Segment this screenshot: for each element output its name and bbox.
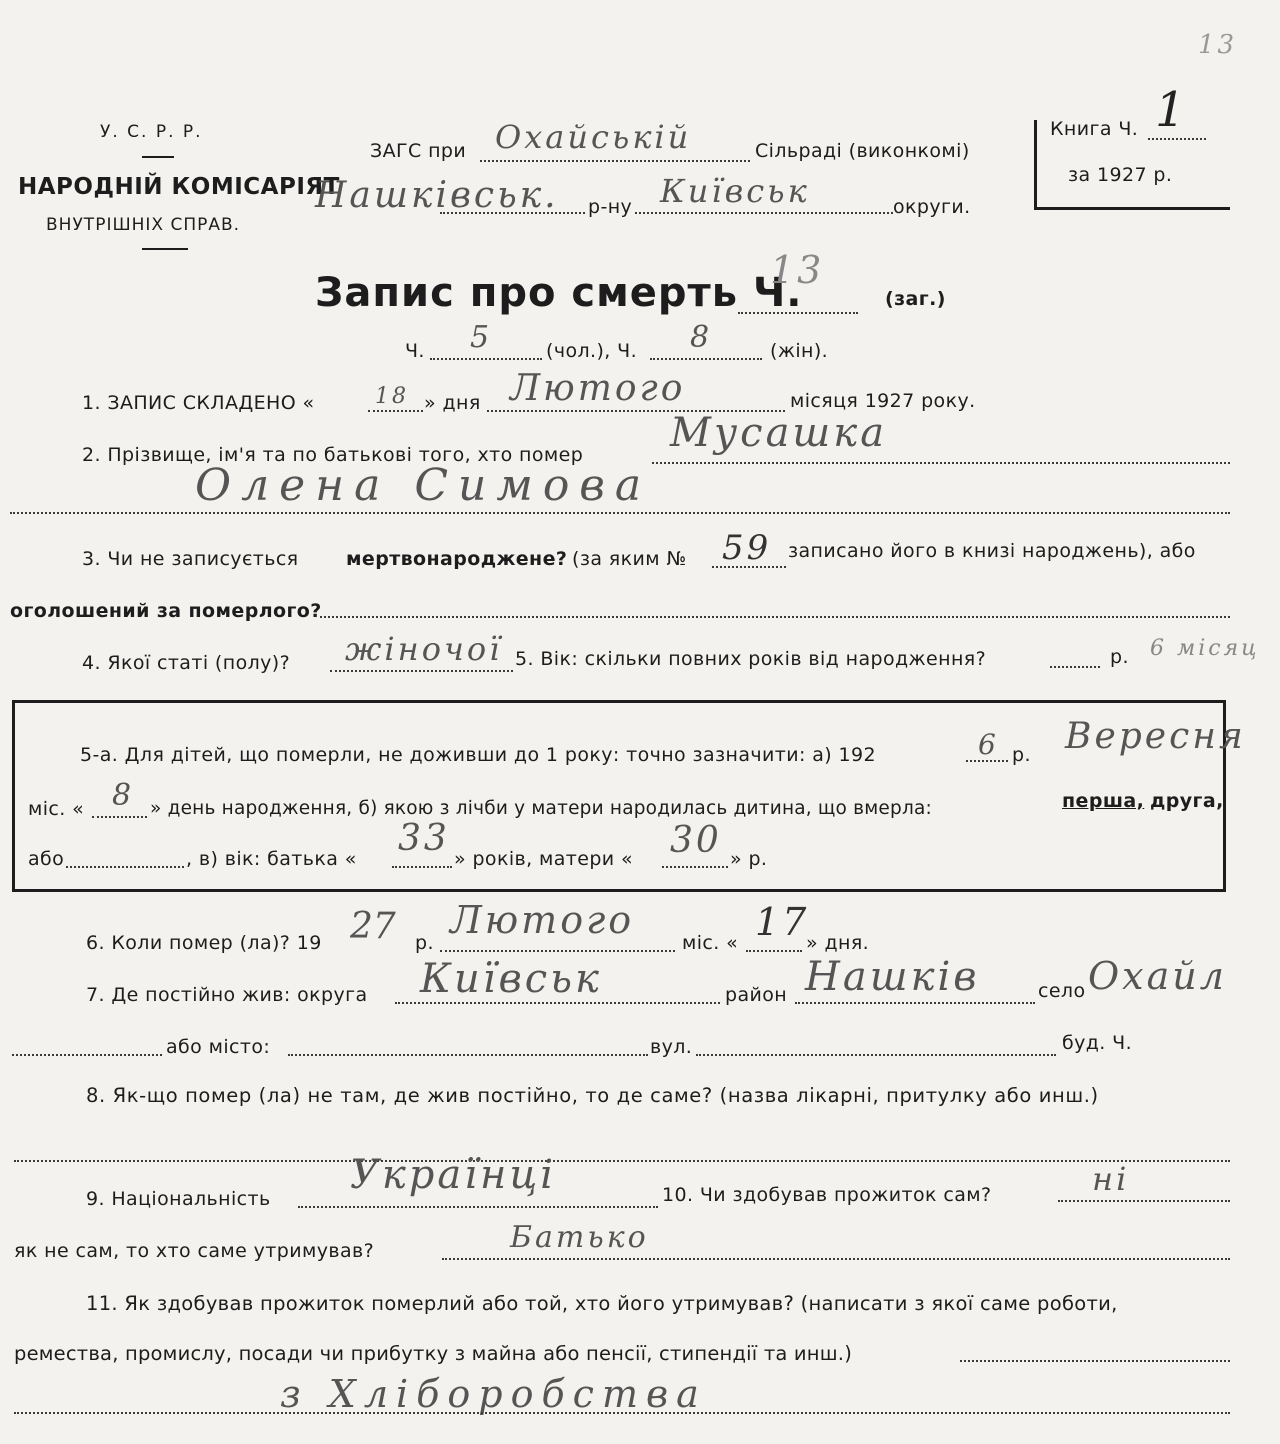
- q3-p3: записано його в книзі народжень), або: [788, 540, 1196, 562]
- q7-p6: буд. Ч.: [1062, 1032, 1133, 1054]
- q7-city-line: [288, 1054, 648, 1056]
- zags-village-value: Охайській: [495, 118, 692, 156]
- q9-nat-line: [298, 1206, 658, 1208]
- q5a-p8: » р.: [730, 848, 768, 870]
- q7-okrug-line: [395, 1002, 720, 1004]
- q7-p1: 7. Де постійно жив: округа: [86, 984, 368, 1006]
- header-rule: [142, 156, 174, 158]
- q5a-second: друга,: [1150, 790, 1224, 812]
- q6-month-line: [440, 950, 675, 952]
- q3-bold2: оголошений за померлого?: [10, 600, 322, 622]
- male-count-value: 5: [470, 320, 493, 355]
- book-label: Книга Ч.: [1050, 118, 1139, 140]
- corner-number: 13: [1198, 30, 1238, 60]
- q6-p2: р.: [415, 932, 434, 954]
- title-number-value: 13: [770, 248, 825, 292]
- title-suffix: (заг.): [885, 288, 946, 310]
- q4-age-value: 6 місяц: [1150, 636, 1260, 661]
- q11-line2: ремества, промислу, посади чи прибутку з майна або пенсії, стипендії та инш.): [14, 1342, 852, 1365]
- q1-day-line: [368, 410, 423, 412]
- q7-rayon-line: [795, 1002, 1035, 1004]
- q5a-p1: 5-а. Для дітей, що померли, не доживши до 1 року: точно зазначити: а) 192: [80, 744, 877, 766]
- okrug-value: Київськ: [660, 172, 810, 210]
- q5a-p5: або: [28, 848, 65, 870]
- q6-p3: міс. «: [682, 932, 739, 954]
- q5a-p2: р.: [1012, 744, 1031, 766]
- q7-rayon-value: Нашків: [805, 954, 980, 1000]
- book-box-border: [1034, 207, 1230, 210]
- q5a-p7: » років, матери «: [454, 848, 633, 870]
- q11-answer-value: з Хліборобства: [280, 1372, 707, 1416]
- q3-p1: 3. Чи не записується: [82, 548, 299, 570]
- q10-self-line: [1058, 1200, 1230, 1202]
- commissariat-label: НАРОДНІЙ КОМІСАРІЯТ: [18, 174, 340, 200]
- district-value: Нашківськ.: [315, 175, 559, 216]
- q3-p2: (за яким №: [572, 548, 687, 570]
- q6-year-value: 27: [350, 906, 396, 947]
- q7-p4: або місто:: [166, 1036, 271, 1058]
- q5a-father-value: 33: [398, 818, 450, 859]
- q8-answer-line: [14, 1160, 1230, 1162]
- district-line: [440, 212, 585, 214]
- q5a-day-value: 8: [112, 778, 135, 813]
- q8-text: 8. Як-що помер (ла) не там, де жив постійно, то де саме? (назва лікарні, притулку або инш.): [86, 1084, 1099, 1107]
- q4-p3: р.: [1110, 646, 1129, 668]
- q1-suffix: місяця 1927 року.: [790, 390, 976, 412]
- q9-p2: 10. Чи здобував прожиток сам?: [662, 1184, 992, 1206]
- q5a-father-line: [392, 866, 452, 868]
- q5a-mother-value: 30: [670, 820, 722, 861]
- q7-p5: вул.: [650, 1036, 693, 1058]
- q3-num-value: 59: [722, 528, 772, 568]
- title-ch-label: Ч.: [405, 340, 425, 362]
- book-number-line: [1148, 138, 1206, 140]
- q11-line1: 11. Як здобував прожиток померлий або той, хто його утримував? (написати з якої саме роботи,: [86, 1292, 1118, 1315]
- q4-sex-value: жіночої: [345, 630, 503, 668]
- q2-label: 2. Прізвище, ім'я та по батькові того, хто помер: [82, 444, 584, 466]
- q11-line2-fill: [960, 1360, 1230, 1362]
- q5a-p3: міс. «: [28, 798, 85, 820]
- q9-p1: 9. Національність: [86, 1188, 271, 1210]
- q10-p3: як не сам, то хто саме утримував?: [14, 1240, 375, 1262]
- q3-declared-line: [320, 616, 1230, 618]
- q5a-day-line: [92, 816, 147, 818]
- header-rule: [142, 248, 188, 250]
- book-box-border: [1034, 120, 1037, 210]
- male-label: (чол.), Ч.: [546, 340, 638, 362]
- female-label: (жін).: [770, 340, 829, 362]
- q1-prefix: 1. ЗАПИС СКЛАДЕНО «: [82, 392, 315, 414]
- q1-day-value: 18: [375, 384, 409, 409]
- q2-surname-value: Мусашка: [670, 410, 888, 456]
- q5a-mother-line: [662, 866, 728, 868]
- q6-day-value: 17: [755, 900, 810, 944]
- q7-p2: район: [725, 984, 788, 1006]
- q6-p4: » дня.: [806, 932, 870, 954]
- q7-city-pre-line: [12, 1054, 162, 1056]
- department-label: ВНУТРІШНІХ СПРАВ.: [46, 215, 241, 235]
- q2-surname-line: [652, 462, 1230, 464]
- okrugy-label: округи.: [893, 196, 971, 218]
- q1-mid: » дня: [424, 392, 481, 414]
- title-number-line: [738, 312, 858, 314]
- q1-month-value: Лютого: [510, 368, 686, 409]
- zags-suffix: Сільраді (виконкомі): [755, 140, 970, 162]
- q5a-first: перша,: [1062, 790, 1145, 812]
- q7-street-line: [696, 1054, 1056, 1056]
- book-number-value: 1: [1155, 82, 1189, 138]
- female-line: [650, 358, 762, 360]
- q5a-p4: » день народження, б) якою з лічби у матери народилась дитина, що вмерла:: [150, 798, 932, 819]
- q4-age-line: [1050, 666, 1100, 668]
- male-line: [430, 358, 542, 360]
- q5a-month-value: Вересня: [1065, 716, 1246, 757]
- q10-who-value: Батько: [510, 1220, 649, 1255]
- record-title: Запис про смерть Ч.: [315, 270, 803, 316]
- republic-label: У. С. Р. Р.: [100, 122, 203, 142]
- q6-day-line: [746, 950, 802, 952]
- zags-village-line: [480, 160, 750, 162]
- q4-p2: 5. Вік: скільки повних років від народження?: [515, 648, 987, 670]
- q9-nat-value: Українці: [350, 1152, 557, 1198]
- q6-month-value: Лютого: [450, 898, 635, 942]
- q2-name-value: Олена Симова: [195, 460, 652, 511]
- female-count-value: 8: [690, 320, 713, 355]
- q5a-year-value: 6: [978, 728, 999, 761]
- okrug-line: [635, 212, 893, 214]
- q5a-other-line: [66, 866, 184, 868]
- rnu-label: р-ну: [588, 196, 633, 218]
- q4-sex-line: [330, 670, 513, 672]
- q6-p1: 6. Коли помер (ла)? 19: [86, 932, 322, 954]
- q11-answer-line: [14, 1412, 1230, 1414]
- q5a-p6: , в) вік: батька «: [186, 848, 357, 870]
- q2-name-line: [10, 512, 1230, 514]
- q3-bold1: мертвонароджене?: [346, 548, 568, 570]
- q4-p1: 4. Якої статі (полу)?: [82, 652, 291, 674]
- q7-okrug-value: Київськ: [420, 956, 602, 1002]
- zags-prefix: ЗАГС при: [370, 140, 467, 162]
- q7-village-value: Охайл: [1088, 954, 1227, 998]
- q10-who-line: [442, 1258, 1230, 1260]
- q7-p3: село: [1038, 980, 1086, 1002]
- q10-self-value: ні: [1092, 1160, 1130, 1198]
- book-year: за 1927 р.: [1068, 164, 1173, 186]
